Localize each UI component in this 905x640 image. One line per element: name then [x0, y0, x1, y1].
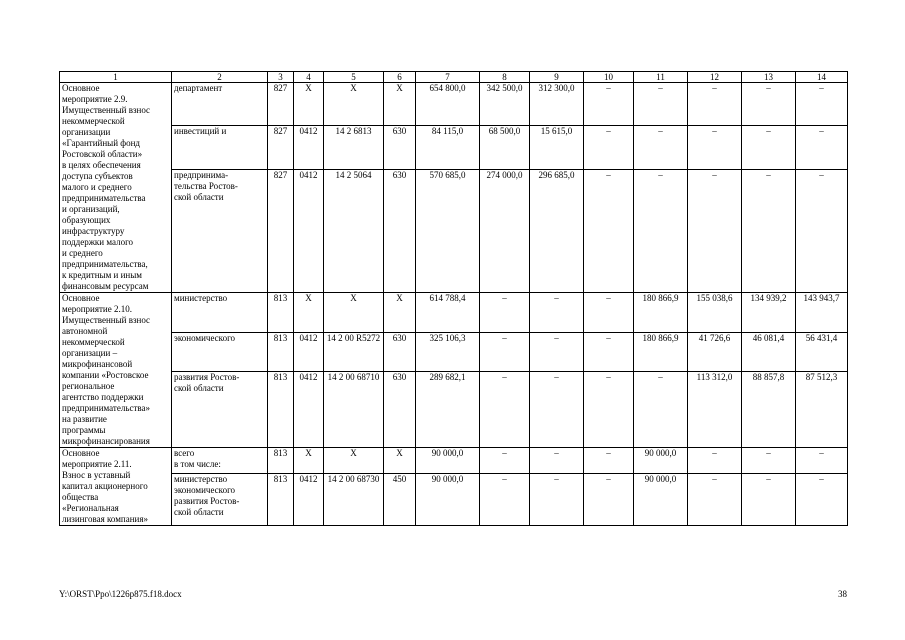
value-cell: 827: [268, 126, 294, 169]
col-number: 2: [172, 72, 268, 83]
measure-name-line: предпринимательства,: [62, 259, 148, 269]
measure-name-line: доступа субъектов: [62, 171, 133, 181]
measure-name-line: предпринимательства: [62, 193, 146, 203]
value-cell: X: [324, 83, 384, 126]
value-cell: –: [742, 474, 796, 526]
table-row: [60, 332, 848, 372]
value-cell: –: [584, 372, 634, 448]
value-cell: 14 2 00 68710: [324, 372, 384, 448]
value-cell: –: [688, 448, 742, 474]
measure-name-line: мероприятие 2.10.: [62, 304, 132, 314]
executor-line: министерство: [174, 293, 228, 303]
measure-name-line: и среднего: [62, 248, 103, 258]
measure-name-line: автономной: [62, 326, 108, 336]
value-cell: 342 500,0: [480, 83, 530, 126]
measure-name-line: агентство поддержки: [62, 392, 144, 402]
value-cell: –: [796, 83, 848, 126]
measure-name-line: «Гарантийный фонд: [62, 138, 141, 148]
executor-line: предпринима-: [174, 169, 229, 180]
executor-line: в том числе:: [174, 459, 221, 469]
measure-name-line: некоммерческой: [62, 116, 125, 126]
executor-cell: [172, 332, 268, 372]
measure-name-line: организации: [62, 127, 111, 137]
value-cell: 813: [268, 372, 294, 448]
value-cell: 630: [384, 372, 416, 448]
column-number-row: [60, 72, 848, 83]
value-cell: –: [584, 293, 634, 333]
table-row: [60, 448, 848, 474]
measure-name-line: микрофинансовой: [62, 359, 133, 369]
value-cell: –: [584, 332, 634, 372]
value-cell: X: [294, 83, 324, 126]
value-cell: X: [324, 448, 384, 474]
executor-line: департамент: [174, 83, 223, 93]
col-number: 9: [530, 72, 584, 83]
measure-name-line: инфраструктуру: [62, 226, 125, 236]
executor-cell: [172, 83, 268, 126]
measure-name-line: Имущественный взнос: [62, 315, 151, 325]
measure-name-line: Ростовской области»: [62, 149, 143, 159]
executor-line: всего: [174, 448, 195, 458]
measure-name-line: лизинговая компания»: [62, 514, 149, 524]
value-cell: –: [584, 83, 634, 126]
value-cell: –: [584, 126, 634, 169]
value-cell: –: [634, 372, 688, 448]
value-cell: 14 2 5064: [324, 169, 384, 292]
value-cell: –: [634, 126, 688, 169]
value-cell: 90 000,0: [416, 448, 480, 474]
col-number: 3: [268, 72, 294, 83]
value-cell: X: [384, 293, 416, 333]
measure-name-line: программы: [62, 425, 106, 435]
value-cell: –: [688, 83, 742, 126]
col-number: 13: [742, 72, 796, 83]
value-cell: 56 431,4: [796, 332, 848, 372]
measure-name-line: Имущественный взнос: [62, 105, 151, 115]
value-cell: 325 106,3: [416, 332, 480, 372]
value-cell: 68 500,0: [480, 126, 530, 169]
value-cell: X: [324, 293, 384, 333]
value-cell: –: [688, 474, 742, 526]
executor-line: развития Ростов-: [174, 372, 240, 383]
measure-name-line: Основное: [62, 293, 100, 303]
col-number: 7: [416, 72, 480, 83]
executor-line: инвестиций и: [174, 126, 227, 137]
value-cell: –: [796, 169, 848, 292]
measure-name-line: поддержки малого: [62, 237, 134, 247]
col-number: 1: [60, 72, 172, 83]
value-cell: 14 2 00 R5272: [324, 332, 384, 372]
value-cell: 813: [268, 474, 294, 526]
value-cell: –: [480, 293, 530, 333]
file-path: Y:\ORST\Ppo\1226p875.f18.docx: [59, 589, 182, 599]
measure-name-line: региональное: [62, 381, 115, 391]
table-row: [60, 83, 848, 126]
col-number: 4: [294, 72, 324, 83]
value-cell: 143 943,7: [796, 293, 848, 333]
value-cell: –: [480, 474, 530, 526]
executor-line: экономического: [174, 485, 236, 496]
measure-name-line: Основное: [62, 83, 100, 93]
table-row: [60, 293, 848, 333]
value-cell: 654 800,0: [416, 83, 480, 126]
value-cell: –: [480, 448, 530, 474]
table-row: [60, 126, 848, 169]
value-cell: –: [584, 474, 634, 526]
value-cell: 630: [384, 332, 416, 372]
measure-name-line: малого и среднего: [62, 182, 132, 192]
measure-name-cell: [60, 293, 172, 448]
value-cell: 570 685,0: [416, 169, 480, 292]
value-cell: –: [742, 83, 796, 126]
value-cell: 296 685,0: [530, 169, 584, 292]
value-cell: 46 081,4: [742, 332, 796, 372]
value-cell: 450: [384, 474, 416, 526]
value-cell: –: [742, 448, 796, 474]
value-cell: 813: [268, 332, 294, 372]
executor-line: ской области: [174, 507, 224, 518]
value-cell: 88 857,8: [742, 372, 796, 448]
value-cell: –: [634, 83, 688, 126]
value-cell: 274 000,0: [480, 169, 530, 292]
value-cell: 14 2 00 68730: [324, 474, 384, 526]
value-cell: 113 312,0: [688, 372, 742, 448]
value-cell: –: [742, 169, 796, 292]
col-number: 10: [584, 72, 634, 83]
measure-name-line: Взнос в уставный: [62, 470, 131, 480]
executor-line: развития Ростов-: [174, 496, 240, 507]
value-cell: –: [530, 293, 584, 333]
executor-line: ской области: [174, 383, 224, 394]
col-number: 12: [688, 72, 742, 83]
page-number: 38: [838, 589, 847, 599]
measure-name-line: «Региональная: [62, 503, 119, 513]
value-cell: –: [584, 169, 634, 292]
value-cell: –: [742, 126, 796, 169]
table-row: [60, 474, 848, 526]
budget-table: [59, 71, 848, 526]
table-body: [60, 72, 848, 526]
measure-name-line: капитал акционерного: [62, 481, 148, 491]
value-cell: 155 038,6: [688, 293, 742, 333]
value-cell: –: [688, 126, 742, 169]
value-cell: 14 2 6813: [324, 126, 384, 169]
value-cell: 312 300,0: [530, 83, 584, 126]
value-cell: 630: [384, 169, 416, 292]
value-cell: 630: [384, 126, 416, 169]
value-cell: 90 000,0: [416, 474, 480, 526]
value-cell: 180 866,9: [634, 293, 688, 333]
value-cell: –: [584, 448, 634, 474]
measure-name-line: компании «Ростовское: [62, 370, 149, 380]
executor-cell: [172, 126, 268, 169]
value-cell: 41 726,6: [688, 332, 742, 372]
value-cell: –: [796, 474, 848, 526]
measure-name-line: финансовым ресурсам: [62, 281, 149, 291]
value-cell: 827: [268, 169, 294, 292]
value-cell: 134 939,2: [742, 293, 796, 333]
col-number: 5: [324, 72, 384, 83]
value-cell: 180 866,9: [634, 332, 688, 372]
executor-line: министерство: [174, 474, 228, 485]
executor-line: экономического: [174, 332, 236, 343]
value-cell: –: [688, 169, 742, 292]
value-cell: 0412: [294, 474, 324, 526]
value-cell: 813: [268, 448, 294, 474]
value-cell: –: [796, 448, 848, 474]
measure-name-line: к кредитным и иным: [62, 270, 142, 280]
table-row: [60, 372, 848, 448]
value-cell: –: [530, 474, 584, 526]
measure-name-line: в целях обеспечения: [62, 160, 141, 170]
measure-name-cell: [60, 83, 172, 293]
table-row: [60, 169, 848, 292]
value-cell: X: [384, 83, 416, 126]
col-number: 8: [480, 72, 530, 83]
value-cell: –: [796, 126, 848, 169]
value-cell: 0412: [294, 126, 324, 169]
measure-name-line: на развитие: [62, 414, 107, 424]
value-cell: 84 115,0: [416, 126, 480, 169]
executor-cell: [172, 169, 268, 292]
executor-cell: [172, 448, 268, 474]
measure-name-line: Основное: [62, 448, 100, 458]
value-cell: 15 615,0: [530, 126, 584, 169]
executor-cell: [172, 474, 268, 526]
value-cell: –: [480, 372, 530, 448]
measure-name-line: образующих: [62, 215, 111, 225]
value-cell: 813: [268, 293, 294, 333]
measure-name-cell: [60, 448, 172, 526]
value-cell: –: [480, 332, 530, 372]
executor-cell: [172, 293, 268, 333]
measure-name-line: микрофинансирования: [62, 436, 150, 446]
measure-name-line: предпринимательства»: [62, 403, 151, 413]
value-cell: 827: [268, 83, 294, 126]
executor-line: ской области: [174, 191, 224, 202]
value-cell: 90 000,0: [634, 474, 688, 526]
measure-name-line: некоммерческой: [62, 337, 125, 347]
col-number: 6: [384, 72, 416, 83]
value-cell: 0412: [294, 169, 324, 292]
measure-name-line: мероприятие 2.9.: [62, 94, 128, 104]
value-cell: 289 682,1: [416, 372, 480, 448]
value-cell: –: [530, 372, 584, 448]
value-cell: 87 512,3: [796, 372, 848, 448]
executor-line: тельства Ростов-: [174, 180, 238, 191]
measure-name-line: организации –: [62, 348, 118, 358]
value-cell: X: [384, 448, 416, 474]
executor-cell: [172, 372, 268, 448]
value-cell: X: [294, 448, 324, 474]
value-cell: 0412: [294, 372, 324, 448]
value-cell: –: [634, 169, 688, 292]
value-cell: 90 000,0: [634, 448, 688, 474]
value-cell: –: [530, 448, 584, 474]
col-number: 14: [796, 72, 848, 83]
value-cell: –: [530, 332, 584, 372]
value-cell: X: [294, 293, 324, 333]
value-cell: 0412: [294, 332, 324, 372]
col-number: 11: [634, 72, 688, 83]
measure-name-line: и организаций,: [62, 204, 120, 214]
measure-name-line: мероприятие 2.11.: [62, 459, 132, 469]
value-cell: 614 788,4: [416, 293, 480, 333]
measure-name-line: общества: [62, 492, 99, 502]
